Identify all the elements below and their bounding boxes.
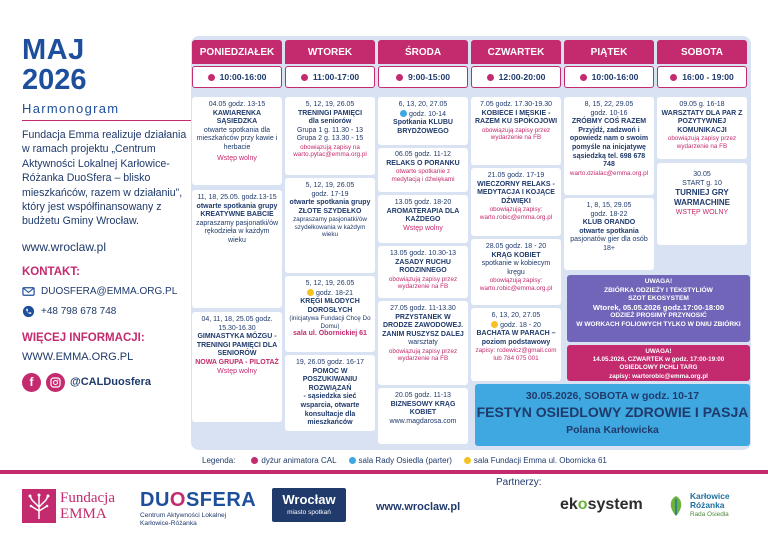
subtitle: Harmonogram — [22, 101, 192, 121]
hours-text: 10:00-16:00 — [219, 72, 267, 82]
eko-part: system — [587, 496, 643, 513]
event-note: otwarte spotkanie z medytacją i dźwiękami — [391, 168, 455, 183]
legend-dot-icon — [349, 457, 356, 464]
event-note: obowiązują zapisy na warto.pytac@emma.org.pl — [293, 143, 367, 159]
left-panel — [0, 0, 192, 470]
contact-phone[interactable] — [22, 305, 192, 318]
event-date: 6, 13, 20, 27.05 — [398, 101, 448, 108]
facebook-icon[interactable]: f — [22, 373, 41, 392]
wro-subtitle: miasto spotkań — [287, 509, 331, 516]
emma-website-link[interactable]: WWW.EMMA.ORG.PL — [22, 350, 134, 363]
fund-line: Fundacja — [60, 490, 115, 506]
festival-location: Polana Karłowicka — [566, 424, 659, 436]
event-date: 20.05 godz. 11-13 — [395, 392, 451, 399]
event-title: KLUB ORANDO — [582, 219, 636, 227]
intro-text: Fundacja Emma realizuje działania w ramach projektu „Centrum Aktywności Lokalnej Karłowice-Różanka DuoSfera – blisko mieszkańców, razem w działaniu”, który jest współfinansowany z budżetu Gminy Wrocław. — [22, 129, 187, 228]
more-info-heading: WIĘCEJ INFORMACJI: — [22, 331, 145, 344]
event-date: 5, 12, 19, 26.05 — [305, 280, 355, 287]
contact-email[interactable] — [22, 285, 192, 298]
event-card-aromaterapia[interactable] — [378, 195, 468, 243]
notice-line: zapisy: wartorobic@emma.org.pl — [609, 372, 708, 380]
notice-clothes-collection — [567, 275, 750, 342]
event-date: 5, 12, 19, 26.05 — [305, 182, 355, 189]
event-card-klub-orando[interactable] — [564, 198, 654, 270]
ekosystem-logo — [560, 496, 643, 514]
event-card-klub-brydzowy[interactable] — [378, 97, 468, 145]
event-title: RELAKS O PORANKU — [386, 159, 460, 167]
duty-dot-icon — [580, 74, 587, 81]
legend-text: sala Fundacji Emma ul. Obornicka 61 — [473, 456, 607, 465]
event-card-kreatywne-babcie[interactable] — [192, 190, 282, 308]
event-note: obowiązują zapisy: warto.robic@emma.org.pl — [479, 277, 553, 292]
event-desc: dla seniorów — [308, 118, 352, 126]
event-location: sala ul. Obornickiej 61 — [293, 330, 367, 338]
duty-dot-icon — [670, 74, 677, 81]
karlowice-rozanka-logo — [666, 492, 730, 519]
event-date: 21.05 godz. 17-19 — [487, 172, 545, 179]
notice-line: ZBIÓRKA ODZIEŻY I TEKSTYLIÓW — [604, 286, 713, 294]
event-note: zapisy: rcdewicz@gmail.com lub 784 075 001 — [475, 347, 557, 362]
notice-line: 14.05.2026, CZWARTEK w godz. 17:00-19:00 — [592, 356, 725, 364]
event-desc: zapraszamy pasjonatki/ów rękodzieła w każdym wieku — [195, 219, 279, 244]
event-date: 13.05 godz. 10.30-13 — [389, 250, 457, 257]
legend-label: Legenda: — [202, 456, 236, 465]
event-title: POMOC W POSZUKIWANIU ROZWIĄZAŃ — [302, 367, 358, 392]
event-date: 27.05 godz. 11-13.30 — [390, 305, 456, 312]
month-title: MAJ — [22, 34, 85, 66]
event-date: 13.05 godz. 18-20 — [394, 199, 452, 206]
event-card-zrobmy-cos-razem[interactable] — [564, 97, 654, 195]
event-desc: otwarte spotkania — [579, 227, 639, 235]
event-desc: otwarte spotkania dla mieszkańców przy kawie i herbacie — [196, 126, 278, 151]
hours-wednesday — [378, 66, 468, 88]
event-card-turniej-warmachine[interactable] — [657, 163, 747, 245]
event-date: 5, 12, 19, 26.05 — [305, 101, 355, 108]
event-title: ZŁOTE SZYDEŁKO — [298, 207, 362, 215]
instagram-icon[interactable] — [46, 373, 65, 392]
event-card-krag-kobiet[interactable] — [471, 239, 561, 305]
event-date: 28.05 godz. 18 - 20 — [485, 243, 547, 250]
legend-dot-icon — [464, 457, 471, 464]
hours-friday — [564, 66, 654, 88]
location-dot-icon — [400, 110, 407, 117]
notice-line: ODZIEŻ PROSIMY PRZYNOSIĆ — [610, 312, 707, 320]
event-time: godz. 10-16 — [590, 109, 628, 117]
event-note: Wstęp wolny — [403, 224, 443, 232]
event-note: warto.dzialac@emma.org.pl — [569, 169, 649, 177]
event-badge: NOWA GRUPA - PILOTAŻ — [195, 358, 279, 366]
notice-line: UWAGA! — [645, 348, 672, 355]
event-note: Wstęp wolny — [217, 154, 257, 162]
hours-text: 10:00-16:00 — [591, 72, 639, 82]
event-date: 09.05 g. 16-18 — [679, 101, 725, 108]
event-title: WARSZTATY DLA PAR Z POZYTYWNEJ KOMUNIKACJI — [661, 109, 743, 134]
event-date: 04, 11, 18, 25.05 godz. 15.30-16.30 — [201, 316, 273, 332]
duo-subtitle: Centrum Aktywności Lokalnej Karłowice-Różanka — [140, 512, 227, 527]
hours-saturday — [657, 66, 747, 88]
day-header-monday: PONIEDZIAŁEK — [192, 40, 282, 64]
event-desc: spotkanie w kobiecym kręgu — [481, 260, 551, 276]
partners-label: Partnerzy: — [496, 477, 542, 488]
event-note: obowiązują zapisy przez wydarzenie na FB — [667, 135, 737, 150]
notice-line: OSIEDLOWY PCHLI TARG — [619, 364, 698, 372]
notice-flea-market — [567, 345, 750, 381]
day-header-friday: PIĄTEK — [564, 40, 654, 64]
festival-date: 30.05.2026, SOBOTA w godz. 10-17 — [525, 390, 700, 402]
phone-icon — [22, 305, 35, 318]
event-desc: - sąsiedzka sieć wsparcia, otwarte konsultacje dla mieszkańców — [300, 393, 360, 427]
hours-monday — [192, 66, 282, 88]
event-note: Wstęp wolny — [217, 367, 257, 375]
hours-text: 11:00-17:00 — [312, 72, 360, 82]
contact-heading: KONTAKT: — [22, 265, 80, 278]
legend-text: dyżur animatora CAL — [261, 456, 337, 465]
legend-item-council-room — [349, 456, 452, 465]
event-time: godz. 18 - 20 — [500, 321, 541, 329]
event-desc: warsztaty — [408, 339, 438, 347]
hours-text: 12:00-20:00 — [498, 72, 546, 82]
event-title: BACHATA W PARACH – poziom podstawowy — [476, 330, 556, 346]
event-date: 06.05 godz. 11-12 — [395, 151, 451, 158]
event-title: TURNIEJ GRY WARMACHINE — [674, 188, 730, 207]
notice-line: W WORKACH FOLIOWYCH TYLKO W DNIU ZBIÓRKI — [576, 320, 741, 328]
event-card-bachata[interactable] — [471, 308, 561, 381]
event-card-relaks-o-poranku[interactable] — [378, 148, 468, 192]
hours-text: 9:00-15:00 — [407, 72, 451, 82]
legend-text: sala Rady Osiedla (parter) — [358, 456, 452, 465]
event-title: ZRÓBMY COŚ RAZEM — [571, 118, 647, 126]
location-dot-icon — [307, 289, 314, 296]
day-header-wednesday: ŚRODA — [378, 40, 468, 64]
event-title: Spotkania KLUBU BRYDŻOWEGO — [393, 119, 453, 135]
duo-part: SFERA — [185, 489, 257, 511]
duty-dot-icon — [487, 74, 494, 81]
event-time: godz. 10-14 — [409, 110, 446, 118]
fundacja-emma-logo — [22, 489, 115, 523]
duty-dot-icon — [208, 74, 215, 81]
event-title: AROMATERAPIA DLA KAŻDEGO — [386, 207, 460, 224]
day-header-tuesday: WTOREK — [285, 40, 375, 64]
tree-icon — [22, 489, 56, 523]
eko-part: ek — [560, 496, 578, 513]
event-desc: zapraszamy pasjonatki/ów szydełkowania w każdym wieku — [293, 216, 367, 239]
event-title: GIMNASTYKA MÓZGU - TRENINGI PAMIĘCI DLA SENIORÓW — [196, 333, 278, 358]
day-header-saturday: SOBOTA — [657, 40, 747, 64]
event-card-gimnastyka-mozgu[interactable] — [192, 312, 282, 422]
event-title: WIECZORNY RELAKS - MEDYTACJA I KOJĄCE DŹWIĘKI — [477, 180, 555, 205]
event-card-zasady-ruchu[interactable] — [378, 246, 468, 298]
hours-text: 16:00 - 19:00 — [682, 72, 734, 82]
event-note: obowiązują zapisy przez wydarzenie na FB — [388, 275, 458, 291]
event-date: 6, 13, 20, 27.05 — [491, 312, 541, 319]
event-card-kawiarenka[interactable] — [192, 97, 282, 185]
event-title: BIZNESOWY KRĄG KOBIET — [390, 400, 456, 417]
kr-line: Rada Osiedla — [690, 511, 729, 518]
event-desc: otwarte spotkania grupy — [196, 202, 278, 210]
notice-line: UWAGA! — [644, 278, 673, 285]
hours-thursday — [471, 66, 561, 88]
year-title: 2026 — [22, 64, 87, 96]
event-desc: (inicjatywa Fundacji Chcę Do Domu) — [289, 315, 371, 330]
event-date: 04.05 godz. 13-15 — [208, 101, 266, 108]
event-time: godz. 17-19 — [311, 190, 349, 198]
event-title: ZASADY RUCHU RODZINNEGO — [395, 258, 451, 275]
event-desc: Przyjdź, zadzwoń i opowiedz nam o swoim pomyśle na inicjatywę sąsiedzką tel. 698 678 748 — [569, 126, 649, 169]
wro-title: Wrocław — [282, 492, 336, 507]
event-date: 1, 8, 15, 29.05 — [586, 202, 632, 209]
event-date: 8, 15, 22, 29.05 — [584, 101, 634, 108]
event-title: KRĄG KOBIET — [491, 251, 541, 259]
phone-text: +48 798 678 748 — [41, 305, 117, 317]
event-card-kregi-mlodych[interactable] — [285, 276, 375, 352]
event-card-warsztaty-dla-par[interactable] — [657, 97, 747, 159]
footer-website[interactable]: www.wroclaw.pl — [376, 501, 461, 513]
event-date: 30.05 — [693, 171, 711, 178]
legend — [202, 456, 607, 465]
notice-line: Wtorek, 05.05.2026 godz.17:00-18:00 — [592, 302, 725, 312]
festival-banner — [475, 384, 750, 446]
email-text: DUOSFERA@EMMA.ORG.PL — [41, 285, 178, 297]
leaf-icon — [666, 494, 686, 518]
event-time: godz. 18-22 — [590, 210, 628, 218]
day-header-thursday: CZWARTEK — [471, 40, 561, 64]
eko-part: o — [577, 496, 588, 513]
fund-line: EMMA — [60, 506, 107, 522]
event-title: KOBIECE I MĘSKIE - RAZEM KU SPOKOJOWI — [474, 109, 558, 126]
event-card-zlote-szydelko[interactable] — [285, 178, 375, 273]
social-handle[interactable]: @CALDuosfera — [70, 376, 152, 389]
event-title: KREATYWNE BABCIE — [200, 211, 274, 219]
website-link[interactable]: www.wroclaw.pl — [22, 239, 107, 254]
kr-line: Karłowice — [690, 491, 730, 501]
event-note: obowiązują zapisy przez wydarzenie na FB — [481, 126, 551, 142]
social-row — [22, 373, 192, 392]
event-card-biznesowy-krag[interactable] — [378, 388, 468, 444]
notice-line: SZOT EKOSYSTEM — [628, 295, 689, 303]
event-time: START g. 10 — [682, 179, 722, 187]
duo-part: DU — [140, 489, 170, 511]
event-desc: pasjonatów gier dla osób 18+ — [570, 236, 648, 252]
event-time: godz. 18-21 — [316, 289, 353, 297]
event-card-treningi-pamieci[interactable] — [285, 97, 375, 175]
event-card-przystanek[interactable] — [378, 301, 468, 385]
event-card-wieczorny-relaks[interactable] — [471, 168, 561, 236]
event-title: KRĘGI MŁODYCH DOROSŁYCH — [300, 298, 360, 314]
event-desc: otwarte spotkania grupy — [289, 199, 371, 207]
event-date: 7.05 godz. 17.30-19.30 — [479, 101, 552, 108]
duty-dot-icon — [396, 74, 403, 81]
event-card-pomoc[interactable] — [285, 355, 375, 431]
event-note: WSTĘP WOLNY — [675, 209, 729, 217]
duosfera-logo — [140, 489, 256, 528]
duty-dot-icon — [301, 74, 308, 81]
legend-dot-icon — [251, 457, 258, 464]
event-title: TRENINGI PAMIĘCI — [297, 109, 363, 117]
hours-tuesday — [285, 66, 375, 88]
wroclaw-logo — [272, 488, 346, 522]
kr-line: Różanka — [690, 500, 725, 510]
event-date: 19, 26.05 godz. 16-17 — [295, 359, 365, 366]
event-title: KAWIARENKA SĄSIEDZKA — [212, 109, 262, 126]
legend-item-emma-room — [464, 456, 607, 465]
legend-item-duty — [251, 456, 336, 465]
duo-part: O — [169, 489, 186, 511]
event-note: obowiązują zapisy przez wydarzenie na FB — [388, 347, 458, 363]
event-desc: Grupa 1 g. 11.30 - 13 Grupa 2 g. 13.30 - 15 — [296, 126, 364, 143]
event-date: 11, 18, 25.05. godz.13-15 — [197, 194, 277, 201]
event-title: PRZYSTANEK W DRODZE ZAWODOWEJ. ZANIM RUSZYSZ DALEJ — [382, 313, 464, 338]
event-link[interactable]: www.magdarosa.com — [389, 417, 457, 425]
location-dot-icon — [491, 321, 498, 328]
event-card-kobiece-meskie[interactable] — [471, 97, 561, 165]
festival-title: FESTYN OSIEDLOWY ZDROWIE I PASJA — [476, 404, 749, 420]
event-note: obowiązują zapisy: warto.robic@emma.org.pl — [479, 206, 553, 221]
email-icon — [22, 285, 35, 298]
